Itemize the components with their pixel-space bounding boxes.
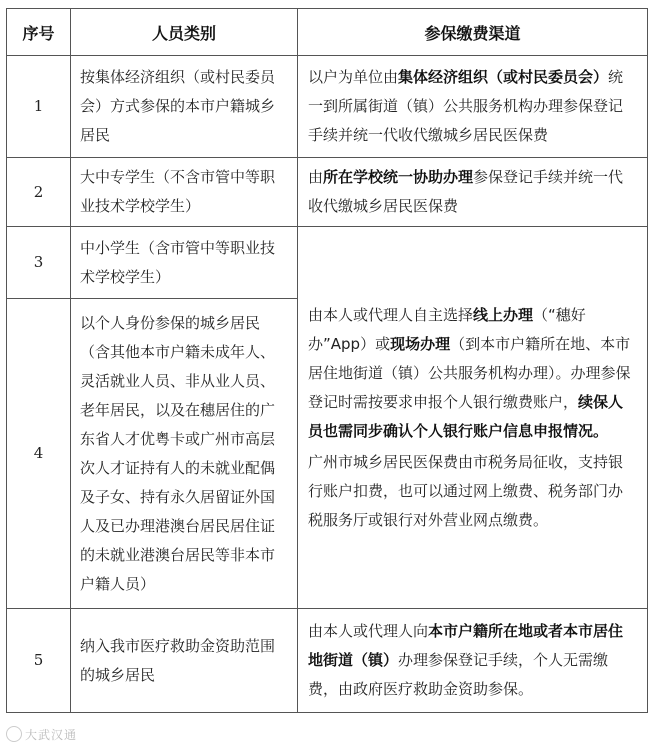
watermark-logo-icon bbox=[6, 726, 22, 742]
table-row bbox=[7, 227, 648, 299]
row-category: 以个人身份参保的城乡居民（含其他本市户籍未成年人、灵活就业人员、非从业人员、老年居民，以及在穗居住的广东省人才优粤卡或广州市高层次人才证持有人的未就业配偶及子女、持有永久居留证外国人及已办理港澳台居民居住证的未就业港澳台居民等非本市户籍人员） bbox=[71, 299, 298, 609]
table-row bbox=[7, 158, 648, 227]
row-number: 2 bbox=[7, 158, 71, 227]
row-number: 5 bbox=[7, 609, 71, 713]
row-category: 中小学生（含市管中等职业技术学校学生） bbox=[71, 227, 298, 299]
merged-channel-note: 广州市城乡居民医保费由市税务局征收，支持银行账户扣费，也可以通过网上缴费、税务部门办税服务厅或银行对外营业网点缴费。 bbox=[308, 452, 624, 529]
text-segment: （到本市户籍所在地、本市居住地街道（镇）公共服务机构办理）。办理参保登记时需按要求申报个人银行缴费账户， bbox=[308, 334, 631, 411]
table-row bbox=[7, 609, 648, 713]
row-category: 按集体经济组织（或村民委员会）方式参保的本市户籍城乡居民 bbox=[71, 56, 298, 158]
row-number: 3 bbox=[7, 227, 71, 299]
insurance-table bbox=[6, 8, 648, 713]
emphasis-text: 线上办理 bbox=[473, 305, 534, 324]
emphasis-text: 集体经济组织（或村民委员会） bbox=[398, 68, 609, 86]
row-channel bbox=[298, 158, 648, 227]
text-segment: 以户为单位由 bbox=[308, 68, 399, 86]
text-segment: 统一到所属街道（镇）公共服务机构办理参保登记手续并统一代收代缴城乡居民医保费 bbox=[308, 68, 624, 144]
text-segment: 由本人或代理人自主选择 bbox=[308, 305, 474, 324]
row-number: 1 bbox=[7, 56, 71, 158]
watermark bbox=[6, 726, 77, 743]
row-number: 4 bbox=[7, 299, 71, 609]
emphasis-text: 本市户籍所在地或者本市居住地街道（镇） bbox=[308, 622, 624, 669]
watermark-text: 大武汉通 bbox=[25, 728, 78, 742]
header-channel: 参保缴费渠道 bbox=[298, 9, 648, 56]
text-segment: 参保登记手续并统一代收代缴城乡居民医保费 bbox=[308, 168, 624, 215]
text-segment: 办理参保登记手续，个人无需缴费，由政府医疗救助金资助参保。 bbox=[308, 651, 609, 698]
merged-channel-text bbox=[308, 301, 637, 446]
table-row bbox=[7, 56, 648, 158]
header-no: 序号 bbox=[7, 9, 71, 56]
row-channel bbox=[298, 56, 648, 158]
row-channel bbox=[298, 609, 648, 713]
text-segment: 由 bbox=[308, 168, 324, 186]
table-header-row bbox=[7, 9, 648, 56]
emphasis-text: 续保人员也需同步确认个人银行账户信息申报情况。 bbox=[308, 392, 624, 440]
text-segment: （“穗好办”App）或 bbox=[308, 305, 586, 353]
row-category: 纳入我市医疗救助金资助范围的城乡居民 bbox=[71, 609, 298, 713]
row-channel-merged bbox=[298, 227, 648, 609]
text-segment: 由本人或代理人向 bbox=[308, 622, 429, 640]
header-category: 人员类别 bbox=[71, 9, 298, 56]
emphasis-text: 现场办理 bbox=[390, 334, 451, 353]
row-category: 大中专学生（不含市管中等职业技术学校学生） bbox=[71, 158, 298, 227]
emphasis-text: 所在学校统一协助办理 bbox=[323, 168, 474, 186]
